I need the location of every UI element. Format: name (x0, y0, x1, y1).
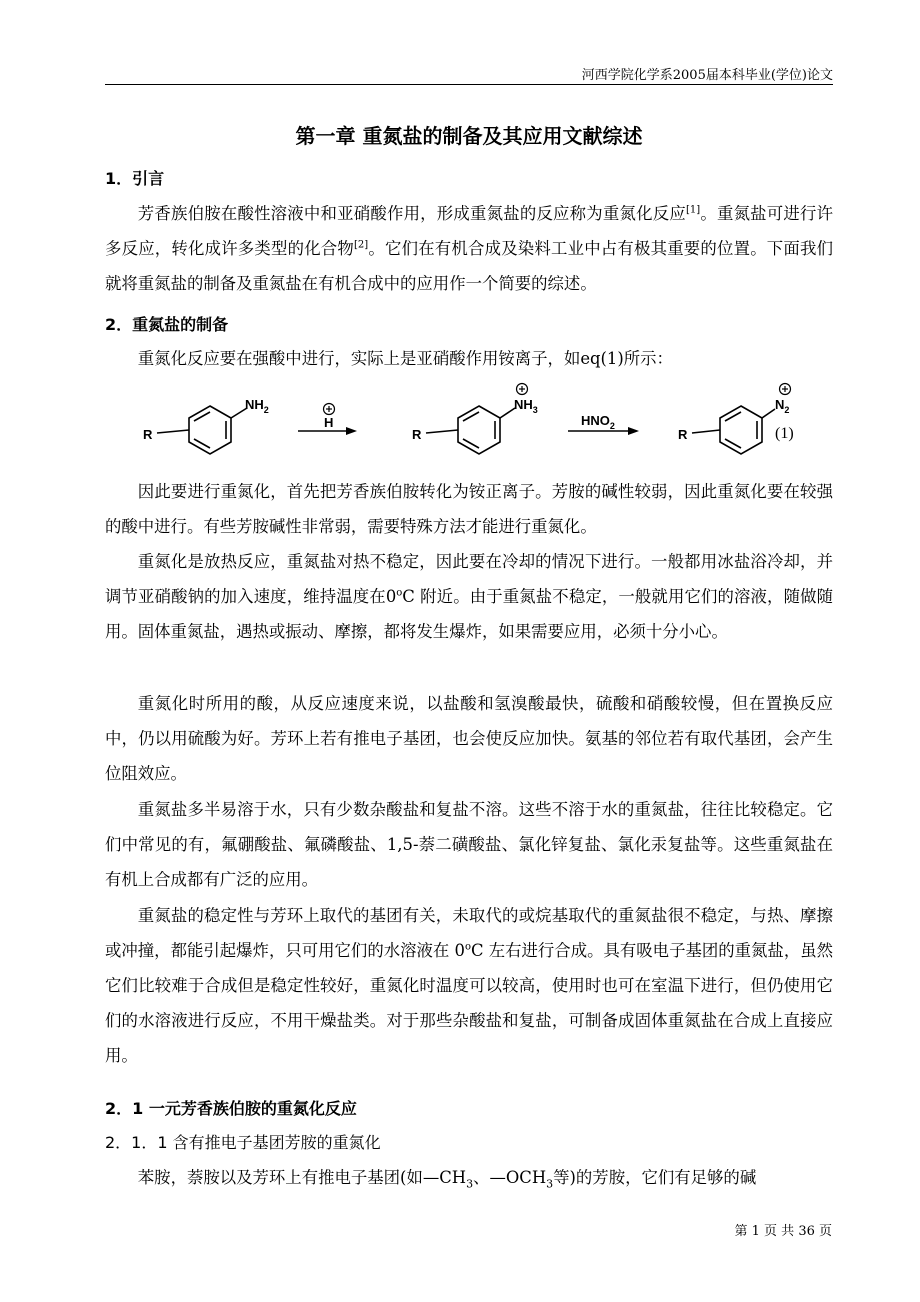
paragraph-stability: 重氮盐的稳定性与芳环上取代的基团有关，未取代的或烷基取代的重氮盐很不稳定，与热、摩擦或冲撞，都能引起爆炸，只可用它们的水溶液在 0$^o$C 左右进行合成。具有吸电子基团的重氮盐，虽然它们比较难于合成但是稳定性较好，重氮化时温度可以较高，使用时也可在室温下进行，但仍使用它们的水溶液进行反应，不用干燥盐类。对于那些杂酸盐和复盐，可制备成固体重氮盐在合成上直接应用。 (105, 906, 834, 1065)
paragraph-reaction-intro: 重氮化反应要在强酸中进行，实际上是亚硝酸作用铵离子，如eq(1)所示： (137, 349, 673, 368)
citation-1: [1] (685, 204, 701, 216)
chapter-title: 第一章 重氮盐的制备及其应用文献综述 (295, 124, 643, 148)
header-text: 河西学院化学系2005届本科毕业(学位)论文 (581, 68, 833, 83)
subsection-heading-2-1-1: 2．1．1 含有推电子基团芳胺的重氮化 (105, 1133, 381, 1152)
paragraph-solubility: 重氮盐多半易溶于水，只有少数杂酸盐和复盐不溶。这些不溶于水的重氮盐，往往比较稳定。它们中常见的有，氟硼酸盐、氟磷酸盐、1,5-萘二磺酸盐、氯化锌复盐、氯化汞复盐等。这些重氮盐在有机上合成都有广泛的应用。 (105, 800, 833, 889)
section-heading-2-1: 2．1 一元芳香族伯胺的重氮化反应 (105, 1099, 357, 1118)
paragraph-acids: 重氮化时所用的酸，从反应速度来说，以盐酸和氢溴酸最快，硫酸和硝酸较慢，但在置换反应中，仍以用硫酸为好。芳环上若有推电子基团，也会使反应加快。氨基的邻位若有取代基团，会产生位阻效应。 (105, 694, 833, 783)
amine-group-label: $NH_2$ (245, 397, 269, 415)
paragraph-donor-groups: 苯胺，萘胺以及芳环上有推电子基团(如$—CH_3$、$—OCH_3$等)的芳胺，它们有足够的碱 (137, 1168, 757, 1191)
aniline-structure (157, 406, 247, 454)
arrow-2 (568, 427, 639, 435)
ammonium-group-label: $NH_3$ (514, 397, 538, 415)
substituent-r-3: R (678, 427, 688, 442)
substituent-r-2: R (412, 427, 422, 442)
paragraph-ammonium: 因此要进行重氮化，首先把芳香族伯胺转化为铵正离子。芳胺的碱性较弱，因此重氮化要在较强的酸中进行。有些芳胺碱性非常弱，需要特殊方法才能进行重氮化。 (105, 482, 833, 536)
section-heading-preparation: 2．重氮盐的制备 (105, 315, 229, 334)
reagent-hno2: $HNO_2$ (581, 413, 615, 431)
page-footer: 第 1 页 共 36 页 (734, 1224, 832, 1239)
ammonium-structure (426, 384, 528, 455)
equation-number: (1) (775, 425, 794, 442)
diazonium-structure (692, 384, 791, 455)
paragraph-intro: 芳香族伯胺在酸性溶液中和亚硝酸作用，形成重氮盐的反应称为重氮化反应[1]。重氮盐可进行许多反应，转化成许多类型的化合物[2]。它们在有机合成及染料工业中占有极其重要的位置。下面我们就将重氮盐的制备及重氮盐在有机合成中的应用作一个简要的综述。 (105, 204, 834, 293)
paragraph-exothermic: 重氮化是放热反应，重氮盐对热不稳定，因此要在冷却的情况下进行。一般都用冰盐浴冷却，并调节亚硝酸钠的加入速度，维持温度在0$^o$C 附近。由于重氮盐不稳定，一般就用它们的溶液，随做随用。固体重氮盐，遇热或振动、摩擦，都将发生爆炸，如果需要应用，必须十分小心。 (105, 552, 833, 641)
diazonium-group-label: $N_2$ (775, 397, 790, 415)
section-heading-intro: 1．引言 (105, 169, 165, 188)
reagent-h: H (324, 415, 334, 430)
page-header (105, 62, 833, 85)
substituent-r: R (143, 427, 153, 442)
reaction-scheme (135, 378, 835, 478)
citation-2: [2] (354, 239, 369, 251)
